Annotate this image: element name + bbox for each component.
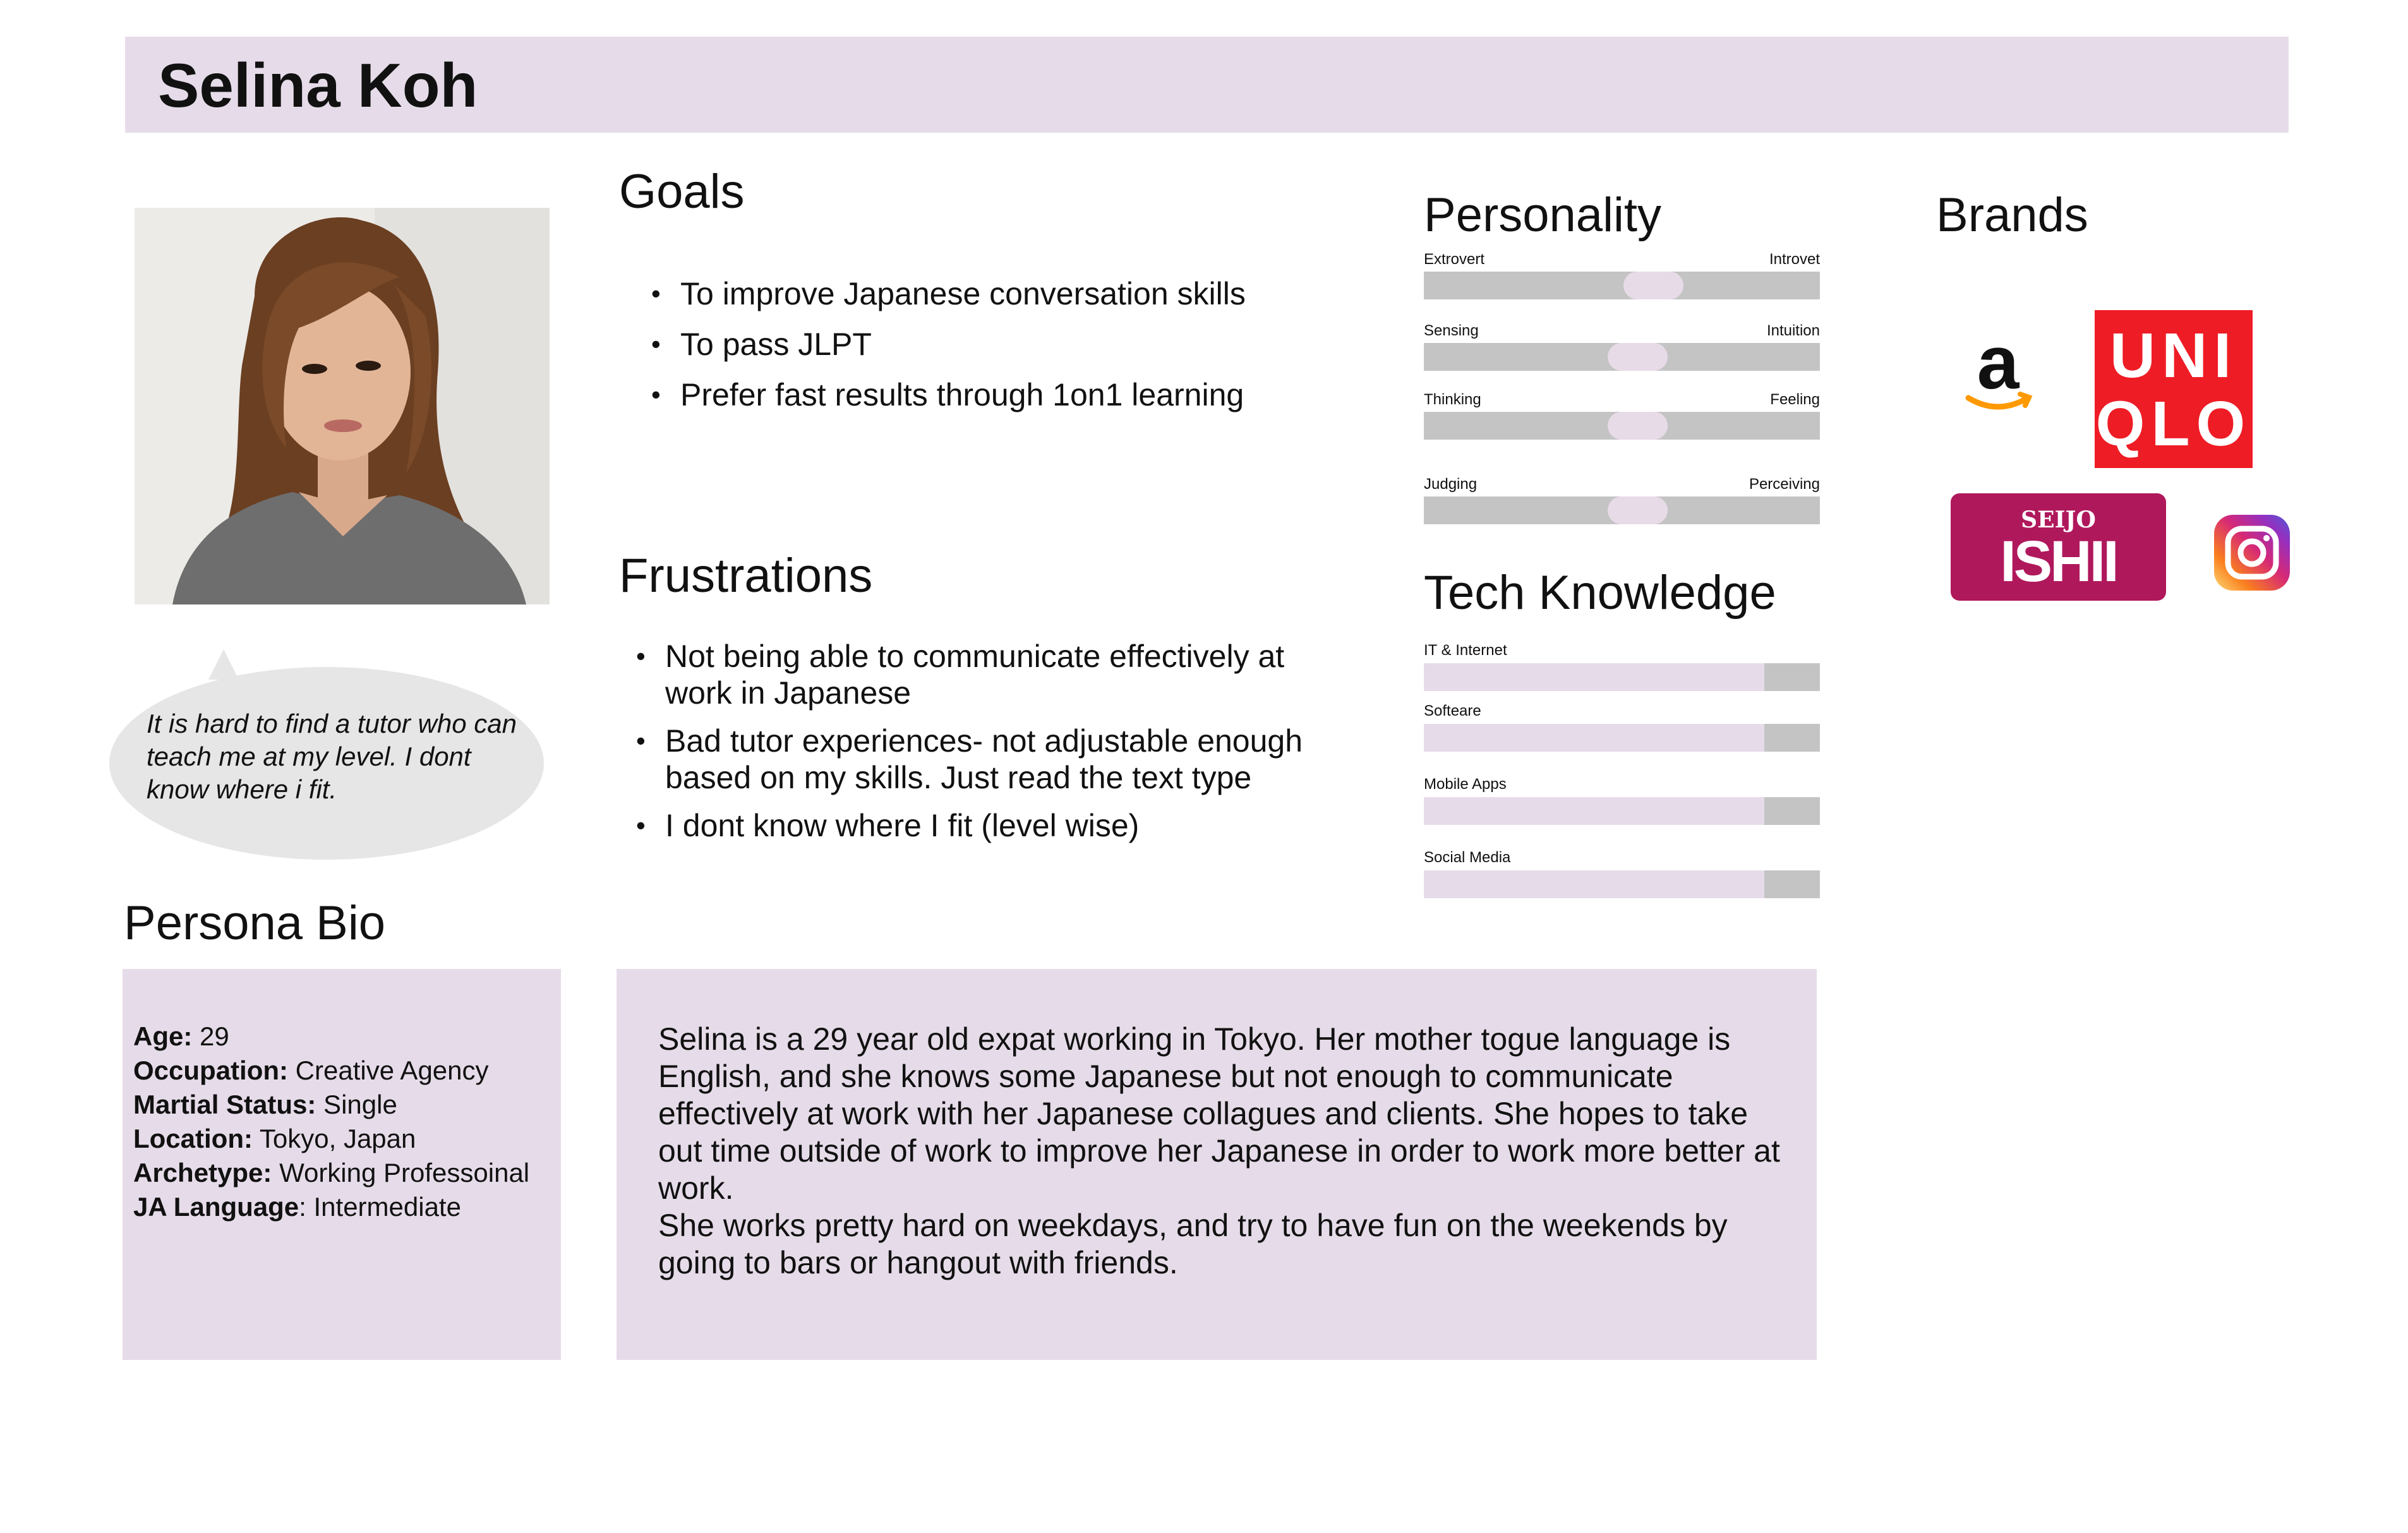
goals-section [651,275,1246,427]
trait-right-label: Perceiving [1749,476,1820,493]
amazon-logo [1951,335,2045,417]
trait-left-label: Extrovert [1424,251,1485,268]
goal-item: • To improve Japanese conversation skills [651,276,1246,311]
tech-level-bar [1424,724,1820,752]
trait-left-label: Judging [1424,476,1478,493]
bio-details-box [123,969,561,1360]
tech-level-fill [1424,724,1764,752]
trait-right-label: Feeling [1770,391,1820,408]
frustration-item: • I dont know where I fit (level wise) [636,808,1140,843]
tech-item-label: Mobile Apps [1424,776,1507,793]
trait-left-label: Sensing [1424,322,1479,339]
instagram-logo [2214,515,2290,591]
tech-item [1424,704,1820,752]
trait-right-label: Intuition [1766,322,1820,339]
tech-item-label: Social Media [1424,849,1511,866]
persona-bio-title: Persona Bio [124,896,386,950]
trait-slider-track [1424,272,1820,299]
trait-left-label: Thinking [1424,391,1481,408]
bio-field-ja-language: JA Language: Intermediate [133,1192,461,1222]
bio-field-marital-status: Martial Status: Single [133,1090,397,1119]
trait-slider-thumb [1608,496,1668,524]
personality-trait [1424,252,1820,299]
trait-right-label: Introvet [1769,251,1820,268]
personality-trait [1424,323,1820,371]
bio-description-box [617,969,1817,1360]
trait-slider-thumb [1608,412,1668,440]
tech-level-bar [1424,870,1820,898]
bio-field-age: Age: 29 [133,1021,229,1051]
bio-field-location: Location: Tokyo, Japan [133,1124,416,1153]
trait-slider-track [1424,496,1820,524]
tech-knowledge-title: Tech Knowledge [1424,566,1776,620]
brands-title: Brands [1936,188,2088,242]
tech-level-bar [1424,797,1820,825]
tech-item-label: IT & Internet [1424,642,1507,659]
tech-item [1424,777,1820,825]
frustrations-title: Frustrations [619,549,873,603]
trait-slider-track [1424,412,1820,440]
frustration-item: • Not being able to communicate effectively at work in Japanese [636,639,1285,711]
uniqlo-logo: UNI QLO [2095,310,2253,468]
tech-level-fill [1424,797,1764,825]
svg-text:a: a [1977,335,2020,405]
tech-item-label: Softeare [1424,702,1481,719]
frustrations-section [636,638,1322,855]
header-bar [125,37,2289,133]
tech-item [1424,643,1820,691]
portrait-illustration [135,208,550,604]
persona-photo [135,208,550,604]
seijo-ishii-logo: SEIJO ISHII [1951,493,2166,601]
speech-bubble-tail [208,649,239,680]
frustration-item: • Bad tutor experiences- not adjustable enough based on my skills. Just read the text type [636,723,1303,795]
persona-name: Selina Koh [158,51,478,120]
tech-level-bar [1424,663,1820,691]
personality-trait [1424,477,1820,524]
tech-item [1424,850,1820,898]
bio-field-archetype: Archetype: Working Professoinal [133,1158,530,1187]
goals-title: Goals [619,165,745,219]
tech-level-fill [1424,663,1764,691]
goal-item: • Prefer fast results through 1on1 learning [651,377,1244,412]
bio-field-occupation: Occupation: Creative Agency [133,1055,489,1085]
persona-quote: It is hard to find a tutor who can teach me at my level. I dont know where i fit. [147,709,517,804]
trait-slider-thumb [1623,272,1683,299]
trait-slider-track [1424,343,1820,371]
personality-trait [1424,392,1820,440]
bio-description: Selina is a 29 year old expat working in Tokyo. Her mother togue language is English, and she knows some Japanese but not enough to communicate effectively at work with her Japanese collagues and clients. She hopes to take out time outside of work to improve her Japanese in order to work more better at work. She works pretty hard on weekdays, and try to have fun on the weekends by going to bars or hangout with friends. [658,1021,1780,1280]
goal-item: • To pass JLPT [651,327,872,362]
tech-level-fill [1424,870,1764,898]
trait-slider-thumb [1608,343,1668,371]
personality-title: Personality [1424,188,1661,242]
